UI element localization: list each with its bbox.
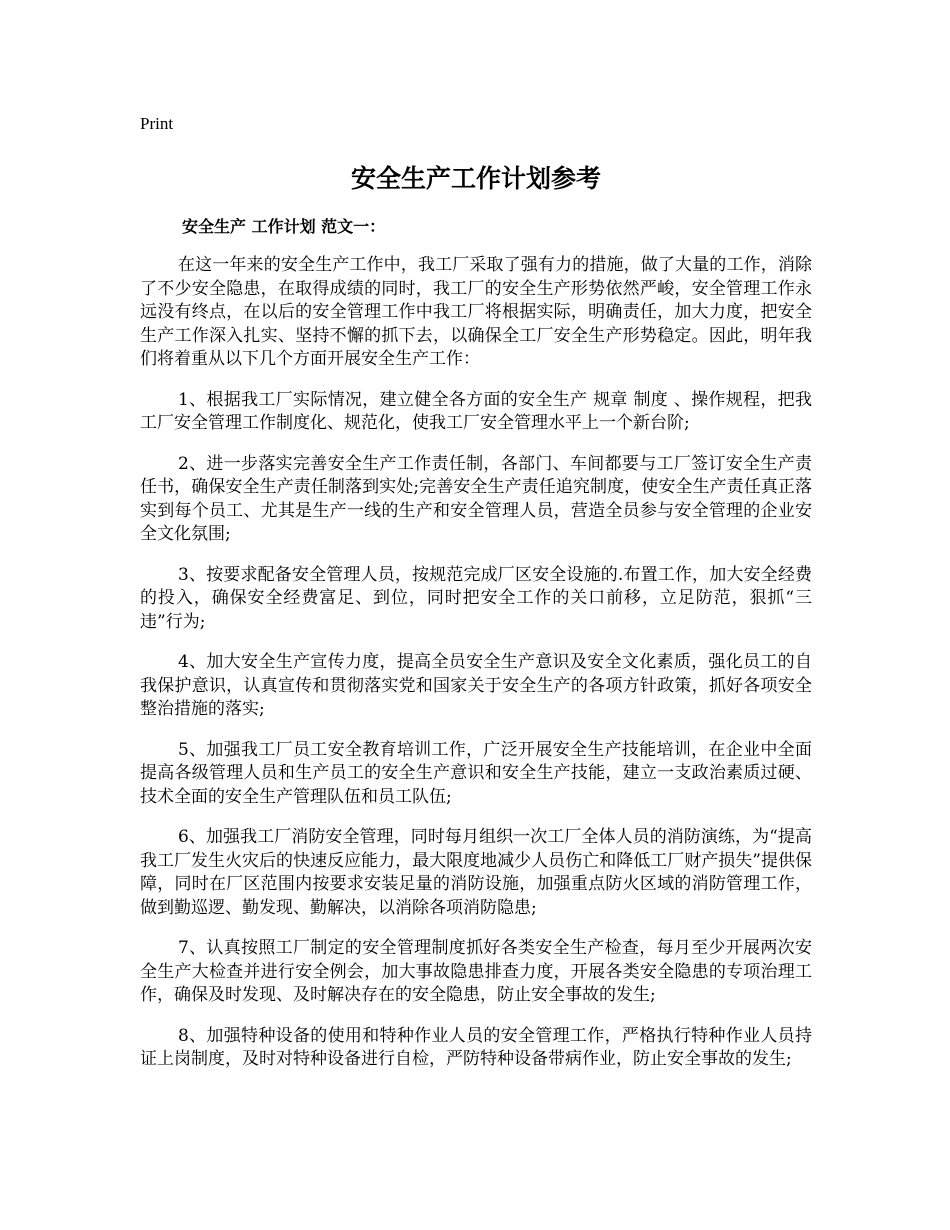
plan-item-7: 7、认真按照工厂制定的安全管理制度抓好各类安全生产检查，每月至少开展两次安全生产大检查并进行安全例会，加大事故隐患排查力度，开展各类安全隐患的专项治理工作，确保及时发现、及时解决存在的安全隐患，防止安全事故的发生; — [140, 938, 812, 1005]
plan-item-4: 4、加大安全生产宣传力度，提高全员安全生产意识及安全文化素质，强化员工的自我保护意识，认真宣传和贯彻落实党和国家关于安全生产的各项方针政策，抓好各项安全整治措施的落实; — [140, 652, 812, 719]
plan-item-2: 2、进一步落实完善安全生产工作责任制，各部门、车间都要与工厂签订安全生产责任书，确保安全生产责任制落到实处;完善安全生产责任追究制度，使安全生产责任真正落实到每个员工、尤其是生产一线的生产和安全管理人员，营造全员参与安全管理的企业安全文化氛围; — [140, 453, 812, 544]
intro-paragraph: 在这一年来的安全生产工作中，我工厂采取了强有力的措施，做了大量的工作，消除了不少安全隐患，在取得成绩的同时，我工厂的安全生产形势依然严峻，安全管理工作永远没有终点，在以后的安全管理工作中我工厂将根据实际，明确责任，加大力度，把安全生产工作深入扎实、坚持不懈的抓下去，以确保全工厂安全生产形势稳定。因此，明年我们将着重从以下几个方面开展安全生产工作： — [140, 255, 812, 369]
plan-item-1: 1、根据我工厂实际情况，建立健全各方面的安全生产 规章 制度 、操作规程，把我工厂安全管理工作制度化、规范化，使我工厂安全管理水平上一个新台阶; — [140, 389, 812, 433]
plan-item-8: 8、加强特种设备的使用和特种作业人员的安全管理工作，严格执行特种作业人员持证上岗制度，及时对特种设备进行自检，严防特种设备带病作业，防止安全事故的发生; — [140, 1025, 812, 1069]
plan-item-6: 6、加强我工厂消防安全管理，同时每月组织一次工厂全体人员的消防演练，为“提高我工厂发生火灾后的快速反应能力，最大限度地减少人员伤亡和降低工厂财产损失”提供保障，同时在厂区范围内按要求安装足量的消防设施，加强重点防火区域的消防管理工作，做到勤巡逻、勤发现、勤解决，以消除各项消防隐患; — [140, 827, 812, 918]
print-link[interactable]: Print — [140, 114, 174, 133]
plan-item-5: 5、加强我工厂员工安全教育培训工作，广泛开展安全生产技能培训，在企业中全面提高各级管理人员和生产员工的安全生产意识和安全生产技能，建立一支政治素质过硬、技术全面的安全生产管理队伍和员工队伍; — [140, 739, 812, 807]
plan-items — [140, 389, 812, 1072]
plan-item-3: 3、按要求配备安全管理人员，按规范完成厂区安全设施的.布置工作，加大安全经费的投入，确保安全经费富足、到位，同时把安全工作的关口前移，立足防范，狠抓“三违”行为; — [140, 564, 812, 632]
document-title: 安全生产工作计划参考 — [350, 164, 601, 193]
section-subtitle: 安全生产 工作计划 范文一： — [182, 217, 386, 236]
